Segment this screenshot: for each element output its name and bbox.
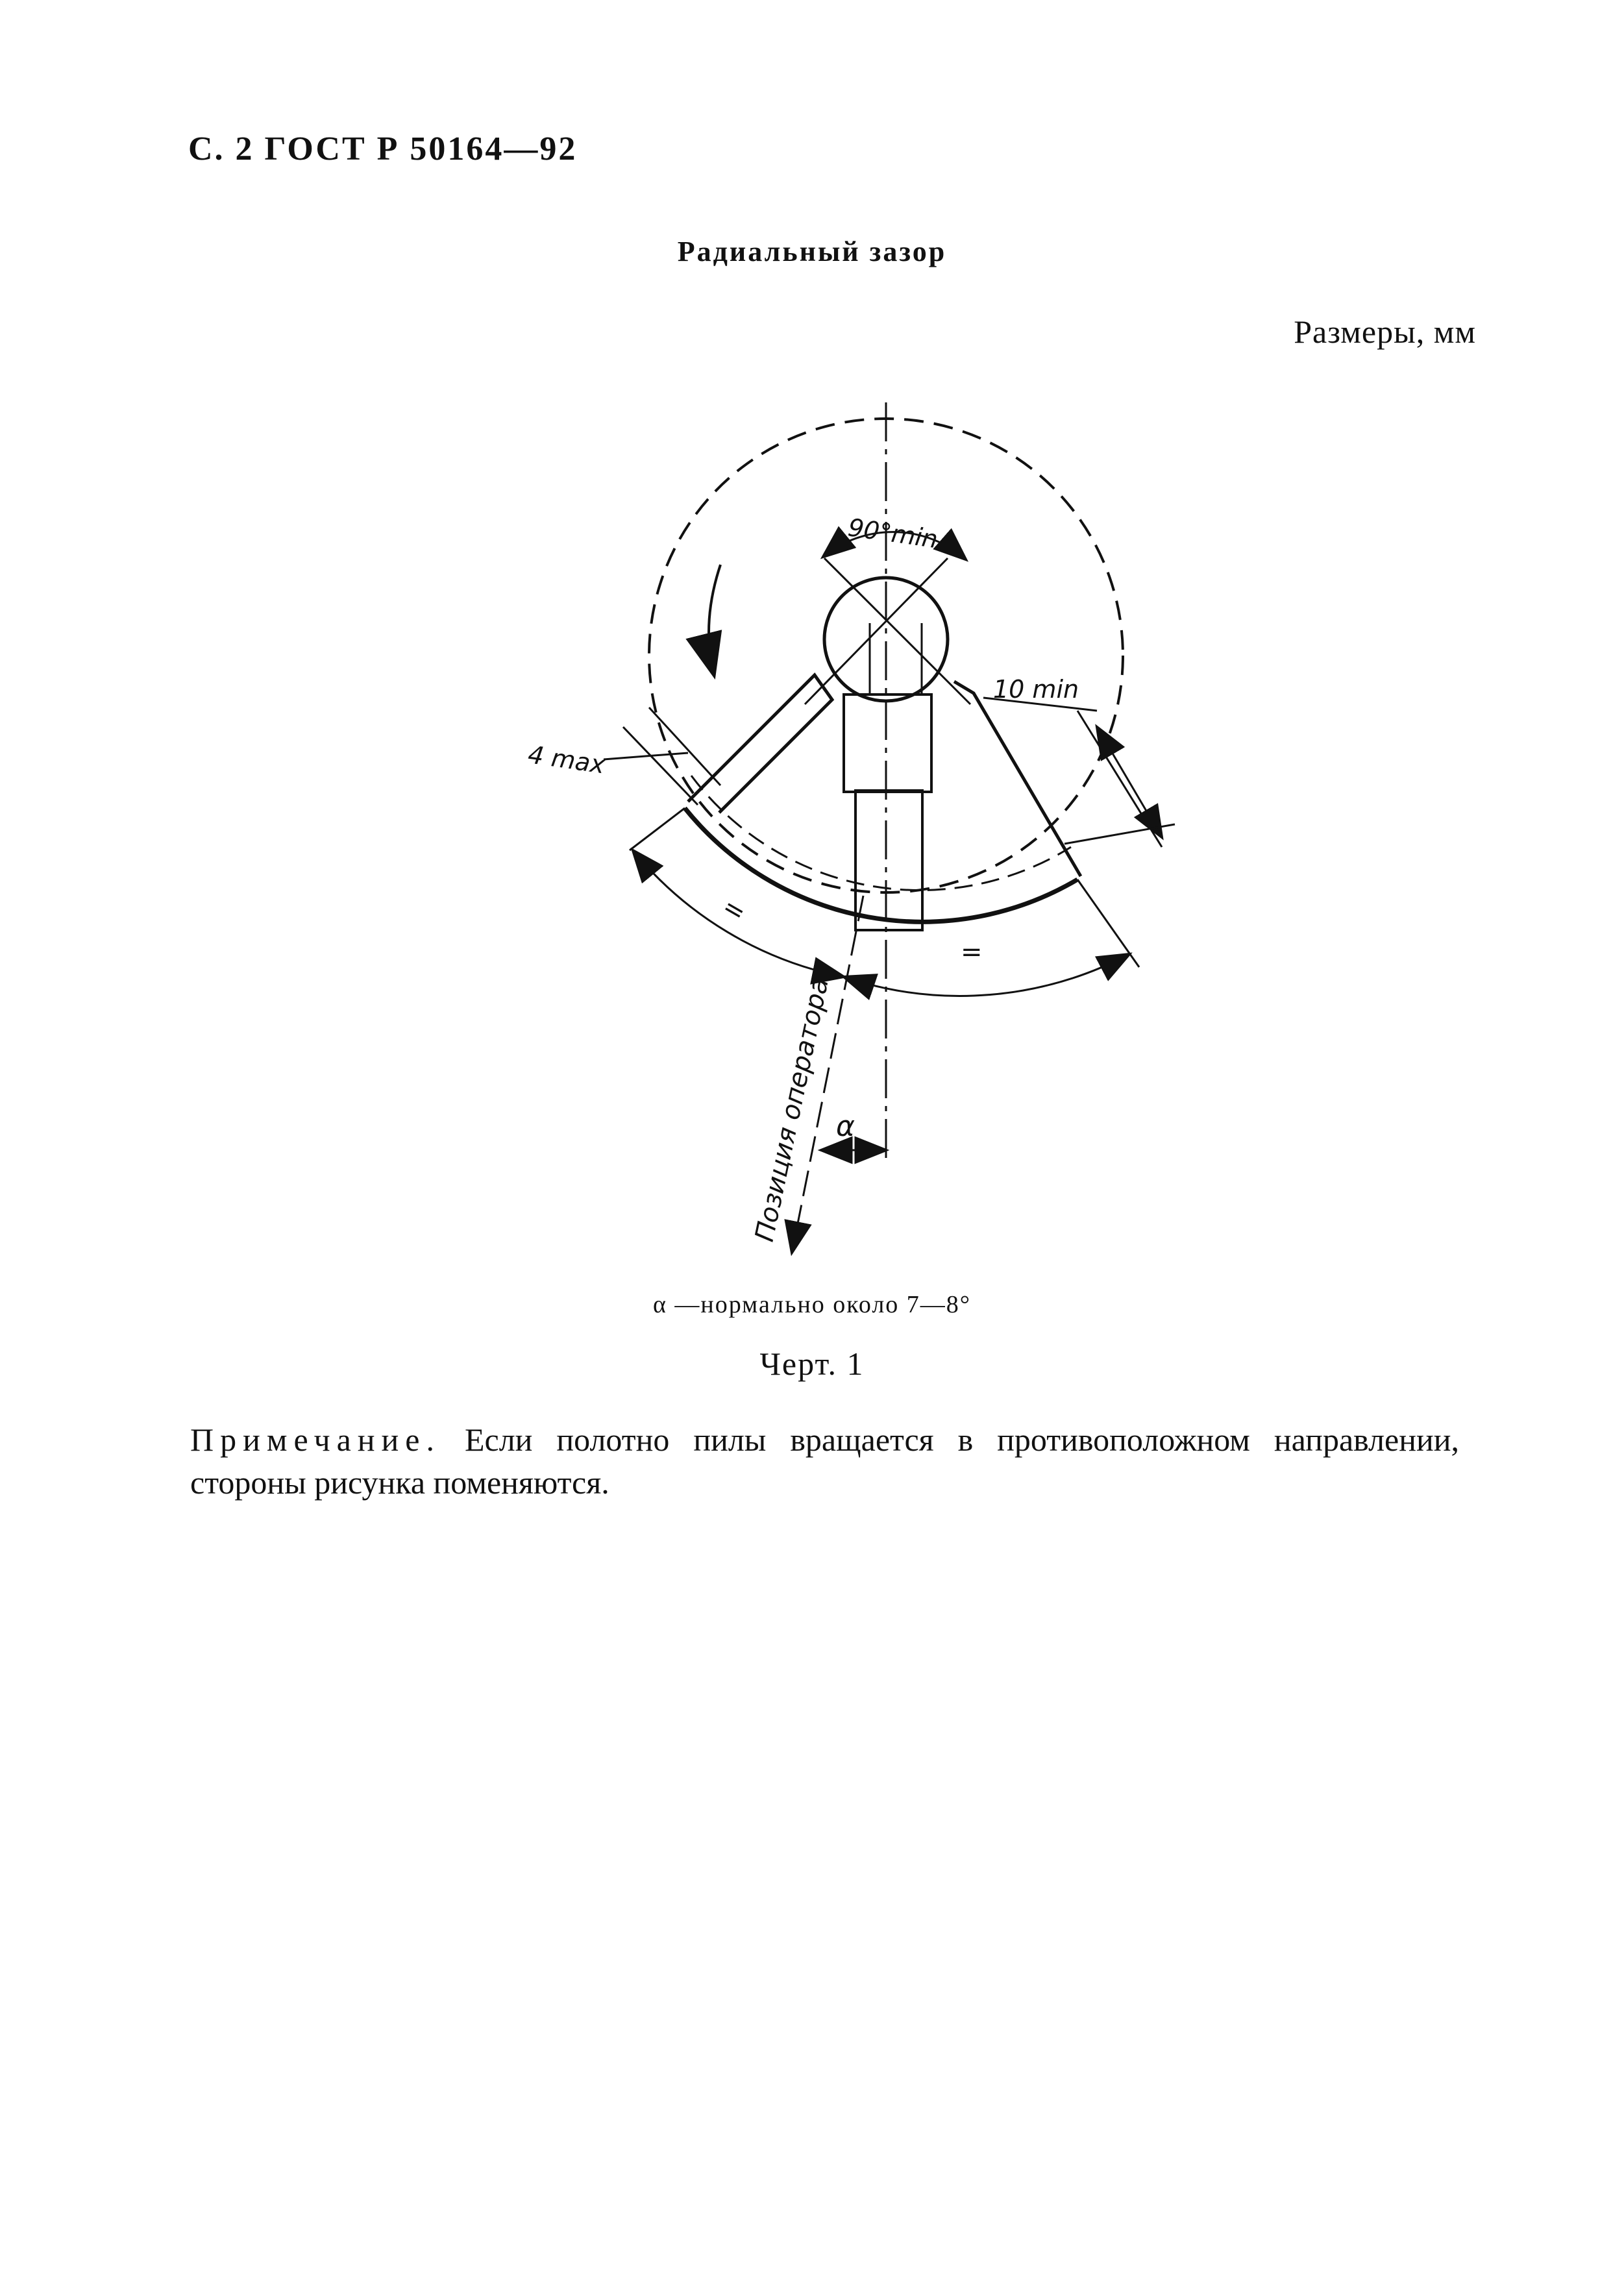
- dim-4-line: [604, 753, 688, 759]
- rotation-arrow: [709, 565, 720, 675]
- figure-caption: α —нормально около 7—8°: [653, 1291, 971, 1318]
- equal-left-label: =: [717, 891, 752, 929]
- knife-mount-lower: [855, 791, 922, 930]
- note-paragraph: [190, 1418, 1459, 1504]
- figure-title: Радиальный зазор: [677, 236, 947, 267]
- operator-position-label: Позиция оператора: [749, 974, 835, 1245]
- equal-right-label: =: [961, 937, 983, 967]
- dim-4-label: 4 max: [526, 740, 607, 780]
- note-label: Примечание.: [190, 1421, 441, 1458]
- dim-10-line: [1097, 727, 1162, 837]
- alpha-label: α: [836, 1110, 855, 1143]
- angle-90-label: 90°min: [846, 513, 940, 554]
- dim-10-label: 10 min: [993, 675, 1079, 704]
- units-label: Размеры, мм: [1294, 313, 1476, 350]
- riving-knife-right: [954, 682, 1081, 876]
- riving-knife-left: [688, 675, 832, 813]
- page-header: С. 2 ГОСТ Р 50164—92: [188, 130, 578, 167]
- knife-mount-upper: [844, 694, 931, 792]
- figure-number: Черт. 1: [759, 1346, 865, 1382]
- note-text: Если полотно пилы вращается в противоположном направлении, стороны рисунка поменяются.: [190, 1421, 1460, 1501]
